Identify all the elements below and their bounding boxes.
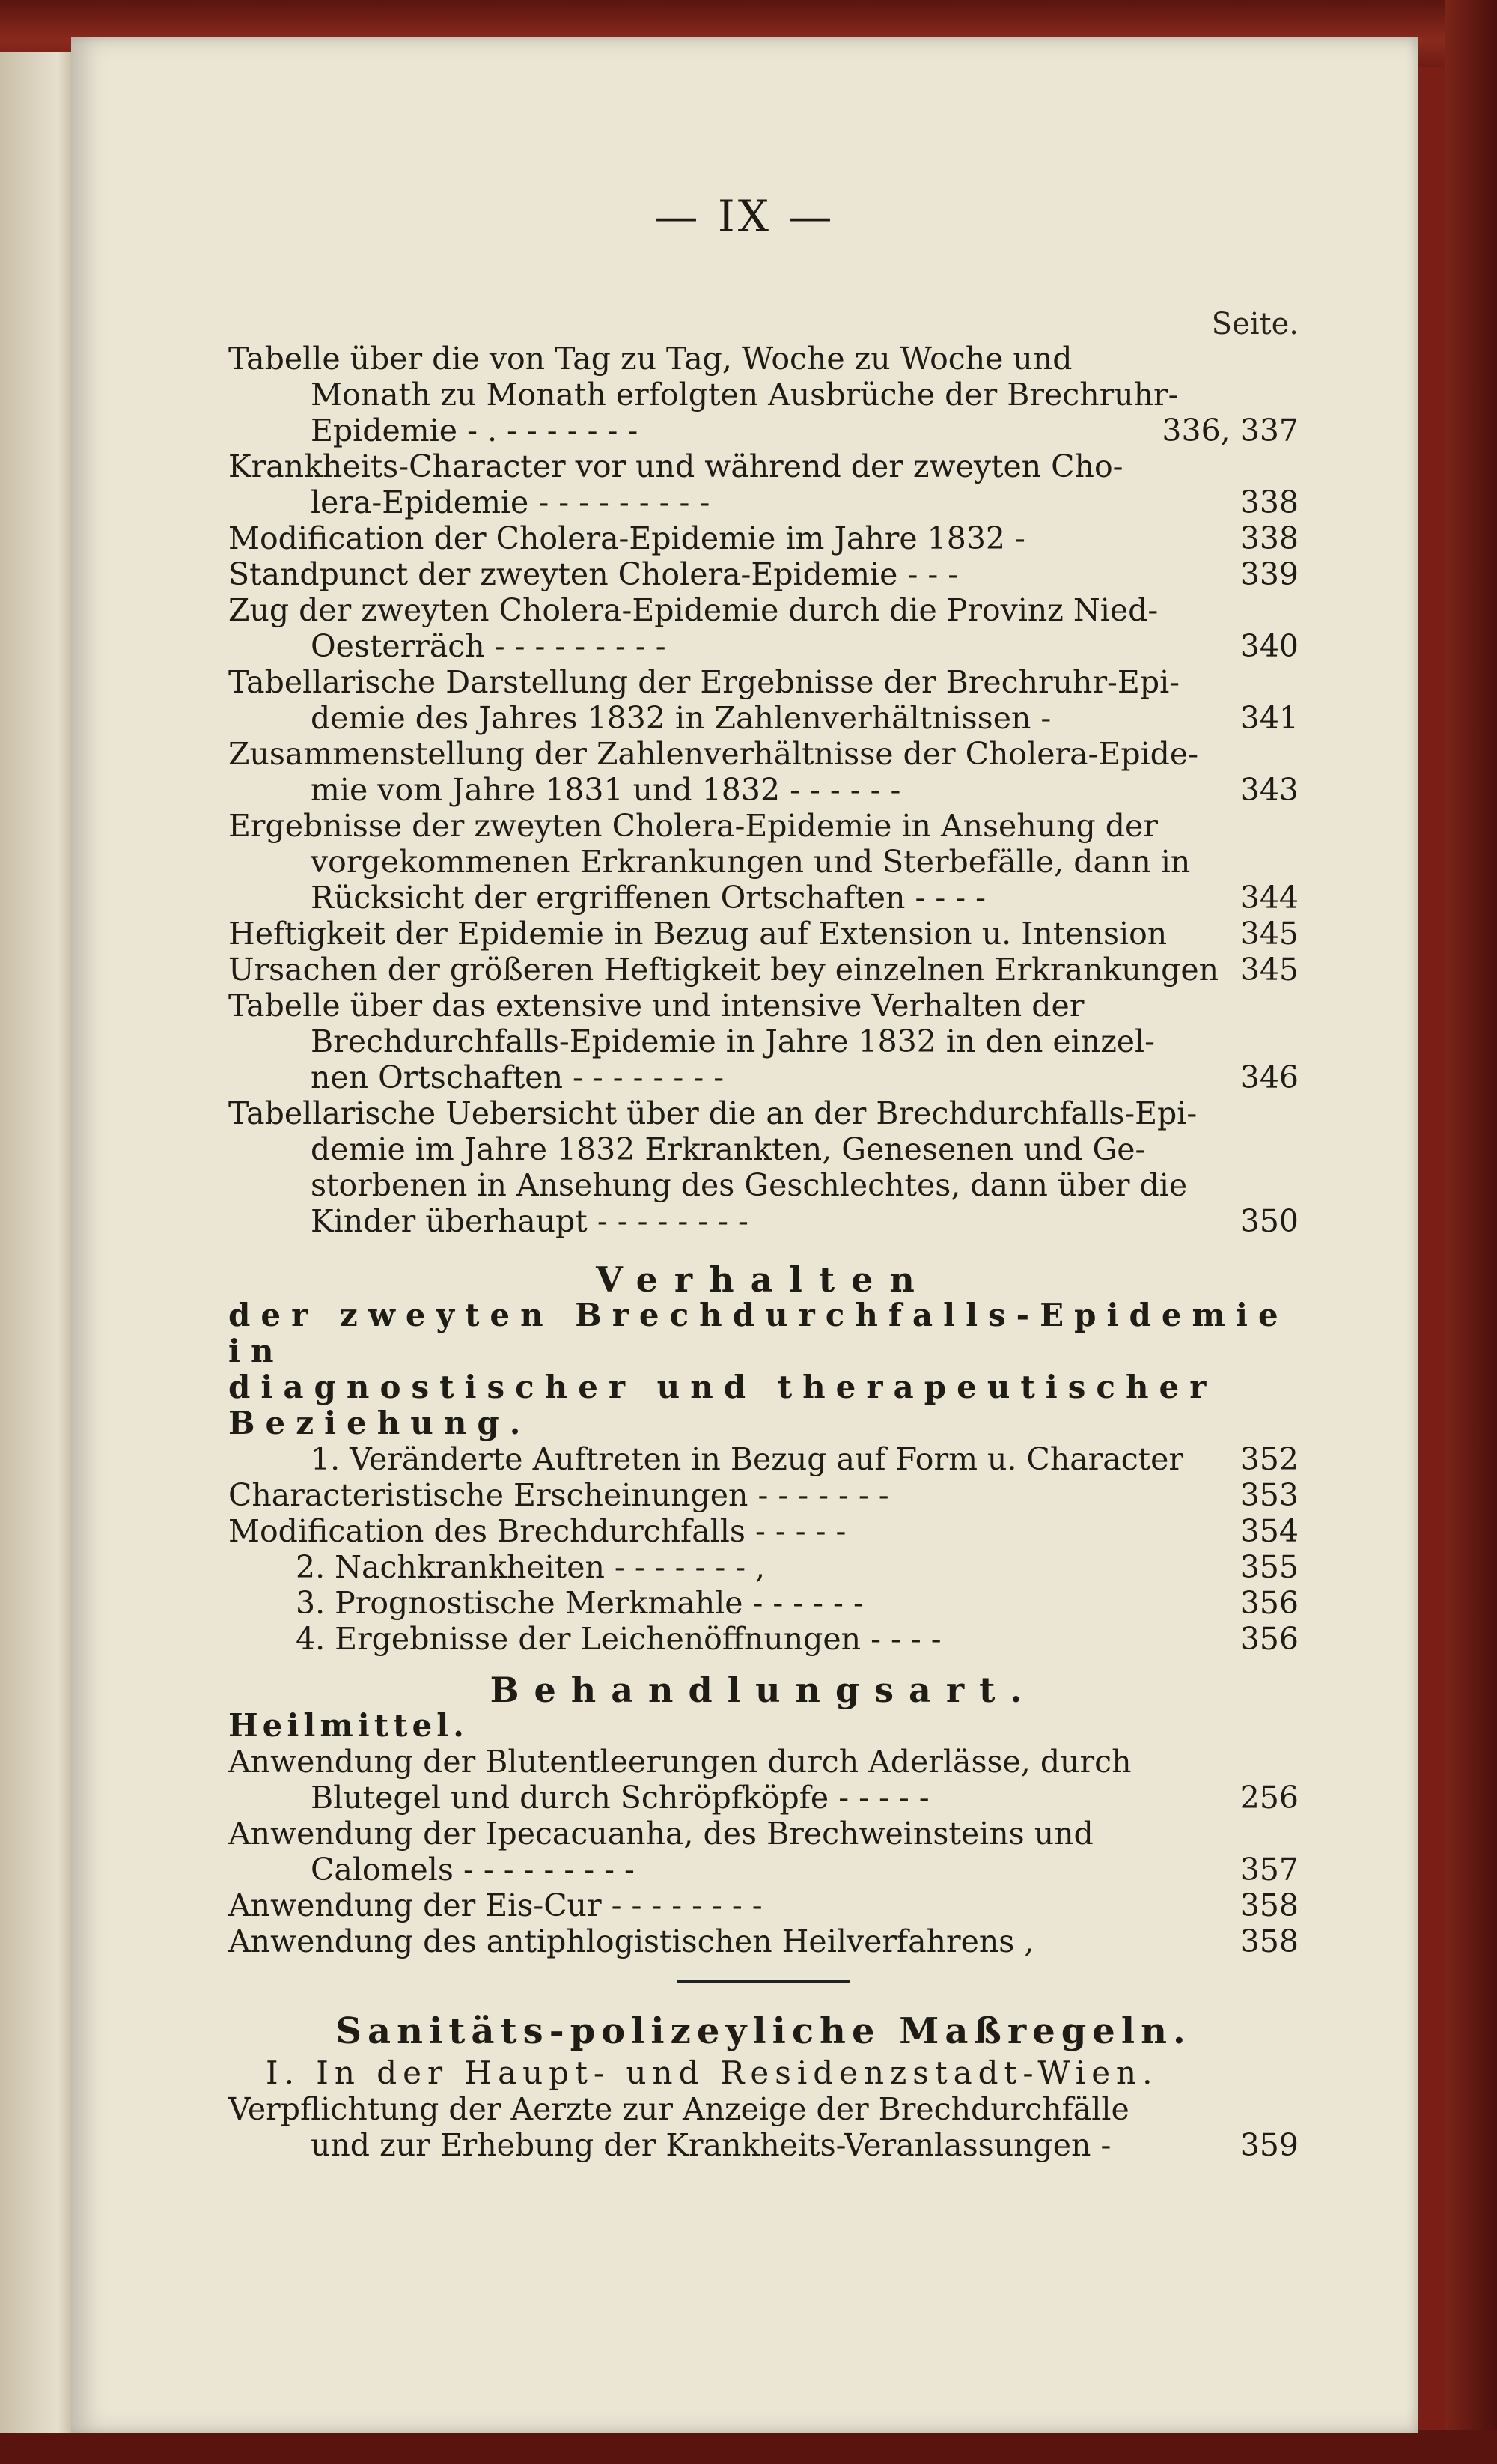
toc-entry-line [228,1621,1299,1657]
toc-entry-page: 256 [1240,1780,1299,1816]
toc-entry-page: 356 [1240,1621,1299,1657]
toc-group-c [228,1744,1299,1959]
toc-entry-line [228,1744,1299,1780]
toc-entry-line [228,1887,1299,1923]
toc-group-d [228,2091,1299,2163]
toc-entry-text: Kinder überhaupt - - - - - - - - [311,1203,748,1239]
toc-entry-line [228,916,1299,952]
toc-entry-text: Brechdurchfalls-Epidemie in Jahre 1832 in den einzel- [311,1023,1156,1059]
toc-entry-line [228,341,1299,377]
toc-entry-line [228,1131,1299,1167]
toc-entry-text: 3. Prognostische Merkmahle - - - - - - [296,1585,864,1621]
toc-entry-page: 344 [1240,880,1299,916]
toc-entry-page: 358 [1240,1923,1299,1959]
toc-entry-text: mie vom Jahre 1831 und 1832 - - - - - - [311,772,901,808]
toc-entry-text: Modification der Cholera-Epidemie im Jahre 1832 - [228,520,1025,556]
toc-entry-text: Epidemie - . - - - - - - - [311,413,638,448]
toc-entry-text: Ergebnisse der zweyten Cholera-Epidemie in Ansehung der [228,808,1158,844]
toc-entry-text: vorgekommenen Erkrankungen und Sterbefälle, dann in [311,844,1191,880]
toc-entry-text: Krankheits-Character vor und während der zweyten Cho- [228,448,1123,484]
toc-entry-line [228,736,1299,772]
toc-entry-text: Rücksicht der ergriffenen Ortschaften - - - - [311,880,986,916]
toc-entry-text: Anwendung der Eis-Cur - - - - - - - - [228,1887,763,1923]
page-number: — IX — [654,191,835,242]
book-page [71,37,1418,2433]
toc-entry-page: 341 [1240,700,1299,736]
toc-entry-text: Calomels - - - - - - - - - [311,1852,635,1887]
toc-entry-page: 345 [1240,916,1299,952]
toc-entry-page: 338 [1240,520,1299,556]
toc-entry-text: Verpflichtung der Aerzte zur Anzeige der Brechdurchfälle [228,2091,1129,2127]
toc-entry-text: lera-Epidemie - - - - - - - - - [311,484,710,520]
toc-entry-line [228,700,1299,736]
toc-entry-page: 356 [1240,1585,1299,1621]
toc-entry-line [228,377,1299,413]
toc-entry-text: Zusammenstellung der Zahlenverhältnisse der Cholera-Epide- [228,736,1199,772]
page-column-label: Seite. [1211,307,1299,341]
section-divider [677,1980,850,1983]
toc-entry-page: 338 [1240,484,1299,520]
toc-entry-line [228,1441,1299,1477]
section-subheading-line-1: der zweyten Brechdurchfalls-Epidemie in [228,1297,1289,1369]
toc-entry-text: Anwendung des antiphlogistischen Heilverfahrens , [228,1923,1034,1959]
toc-entry-line [228,808,1299,844]
toc-entry-line [228,556,1299,592]
toc-entry-text: Monath zu Monath erfolgten Ausbrüche der Brechruhr- [311,377,1179,413]
toc-entry-line [228,592,1299,628]
toc-entry-line [228,952,1299,988]
toc-entry-text: Blutegel und durch Schröpfköpfe - - - - - [311,1780,930,1816]
section-subheading-line-2: diagnostischer und therapeutischer Beziehung. [228,1369,1217,1441]
toc-entry-line [228,1780,1299,1816]
section-heading-behandlung: Behandlungsart. [490,1670,1037,1710]
toc-entry-text: 2. Nachkrankheiten - - - - - - - , [296,1549,766,1585]
toc-entry-page: 352 [1240,1441,1299,1477]
toc-entry-line [228,1059,1299,1095]
toc-entry-text: Standpunct der zweyten Cholera-Epidemie - - - [228,556,959,592]
toc-entry-line [228,844,1299,880]
toc-entry-page: 357 [1240,1852,1299,1887]
toc-entry-line [228,1513,1299,1549]
toc-entry-text: Tabellarische Darstellung der Ergebnisse der Brechruhr-Epi- [228,664,1180,700]
toc-entry-page: 336, 337 [1162,413,1299,448]
toc-entry-text: Zug der zweyten Cholera-Epidemie durch die Provinz Nied- [228,592,1159,628]
toc-entry-line [228,1203,1299,1239]
toc-entry-line [228,1816,1299,1852]
toc-entry-line [228,413,1299,448]
toc-entry-text: Tabelle über die von Tag zu Tag, Woche zu Woche und [228,341,1073,377]
book-cover-bottom [0,2430,1497,2464]
toc-entry-line [228,484,1299,520]
toc-entry-line [228,448,1299,484]
toc-entry-line [228,1585,1299,1621]
toc-entry-text: Heftigkeit der Epidemie in Bezug auf Extension u. Intension [228,916,1168,952]
toc-entry-text: 1. Veränderte Auftreten in Bezug auf Form u. Character [311,1441,1184,1477]
toc-group-b [228,1441,1299,1657]
toc-entry-text: Modification des Brechdurchfalls - - - - - [228,1513,847,1549]
toc-entry-page: 355 [1240,1549,1299,1585]
toc-entry-text: Characteristische Erscheinungen - - - - - - - [228,1477,889,1513]
toc-entry-text: 4. Ergebnisse der Leichenöffnungen - - - - [296,1621,942,1657]
toc-entry-line [228,988,1299,1023]
toc-entry-page: 359 [1240,2127,1299,2163]
book-cover-right [1445,0,1497,2464]
toc-entry-text: storbenen in Ansehung des Geschlechtes, dann über die [311,1167,1188,1203]
toc-entry-text: Anwendung der Blutentleerungen durch Aderlässe, durch [228,1744,1132,1780]
toc-entry-line [228,772,1299,808]
section-heading-verhalten: Verhalten [596,1259,931,1300]
toc-entry-line [228,1549,1299,1585]
toc-entry-text: demie des Jahres 1832 in Zahlenverhältnissen - [311,700,1052,736]
toc-group-a [228,341,1299,1239]
toc-entry-text: und zur Erhebung der Krankheits-Veranlassungen - [311,2127,1112,2163]
toc-entry-line [228,664,1299,700]
toc-entry-line [228,1023,1299,1059]
table-of-contents [228,341,1299,2163]
section-heading-wien: I. In der Haupt- und Residenzstadt-Wien. [266,2054,1159,2091]
toc-entry-page: 358 [1240,1887,1299,1923]
toc-entry-text: Tabelle über das extensive und intensive Verhalten der [228,988,1085,1023]
toc-entry-line [228,2091,1299,2127]
toc-entry-page: 346 [1240,1059,1299,1095]
section-heading-sanitaet: Sanitäts-polizeyliche Maßregeln. [335,2010,1192,2052]
section-heading-heilmittel: Heilmittel. [228,1707,469,1744]
toc-entry-line [228,2127,1299,2163]
toc-entry-page: 339 [1240,556,1299,592]
toc-entry-page: 345 [1240,952,1299,988]
toc-entry-line [228,628,1299,664]
toc-entry-page: 353 [1240,1477,1299,1513]
toc-entry-line [228,1923,1299,1959]
toc-entry-line [228,1852,1299,1887]
toc-entry-text: Oesterräch - - - - - - - - - [311,628,666,664]
toc-entry-page: 343 [1240,772,1299,808]
toc-entry-line [228,1477,1299,1513]
toc-entry-text: demie im Jahre 1832 Erkrankten, Genesenen und Ge- [311,1131,1146,1167]
left-page-edge [0,52,82,2433]
toc-entry-text: Anwendung der Ipecacuanha, des Brechweinsteins und [228,1816,1094,1852]
toc-entry-page: 354 [1240,1513,1299,1549]
toc-entry-text: Tabellarische Uebersicht über die an der Brechdurchfalls-Epi- [228,1095,1198,1131]
toc-entry-page: 340 [1240,628,1299,664]
toc-entry-text: Ursachen der größeren Heftigkeit bey einzelnen Erkrankungen [228,952,1219,988]
toc-entry-line [228,880,1299,916]
toc-entry-page: 350 [1240,1203,1299,1239]
toc-entry-text: nen Ortschaften - - - - - - - - [311,1059,725,1095]
toc-entry-line [228,1167,1299,1203]
toc-entry-line [228,520,1299,556]
toc-entry-line [228,1095,1299,1131]
